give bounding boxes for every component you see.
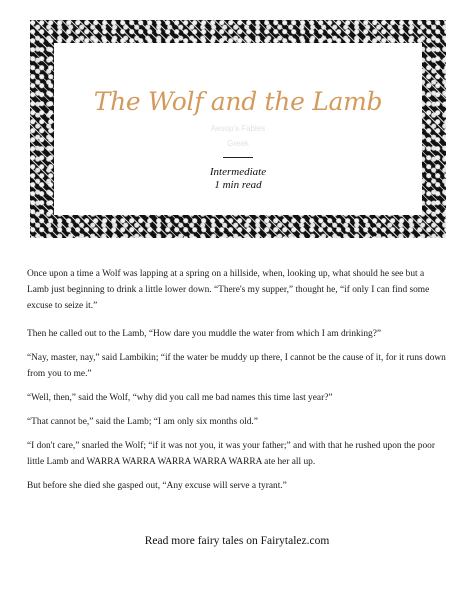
story-paragraph: Then he called out to the Lamb, “How dare you muddle the water from which I am drinking?”: [27, 329, 382, 339]
story-title: The Wolf and the Lamb: [93, 87, 383, 116]
story-paragraph: “I don't care,” snarled the Wolf; “if it was not you, it was your father;” and with that he rushed upon the poor little Lamb and WARRA WARRA WARRA WARRA WARRA ate her all up.: [27, 441, 435, 467]
story-body: [27, 266, 447, 502]
footer-link[interactable]: Read more fairy tales on Fairytalez.com: [144, 535, 330, 547]
story-paragraph: “That cannot be,” said the Lamb; “I am only six months old.”: [27, 417, 258, 427]
read-time: 1 min read: [214, 179, 262, 191]
title-card: [54, 43, 422, 215]
story-paragraph: “Well, then,” said the Wolf, “why did you call me bad names this time last year?”: [27, 393, 333, 403]
story-paragraph: “Nay, master, nay,” said Lambikin; “if the water be muddy up there, I cannot be the cause of it, for it runs down from you to me.”: [27, 353, 446, 379]
story-paragraph: Once upon a time a Wolf was lapping at a spring on a hillside, when, looking up, what should he see but a Lamb just beginning to drink a little lower down. “There's my supper,” thought he, “if only I can find some excuse to seize it.”: [27, 269, 430, 311]
title-divider: [223, 157, 253, 158]
reading-level: Intermediate: [209, 166, 267, 178]
origin-label: Greek: [227, 139, 249, 148]
story-paragraph: But before she died she gasped out, “Any excuse will serve a tyrant.”: [27, 481, 287, 491]
collection-label: Aesop's Fables: [210, 124, 266, 133]
